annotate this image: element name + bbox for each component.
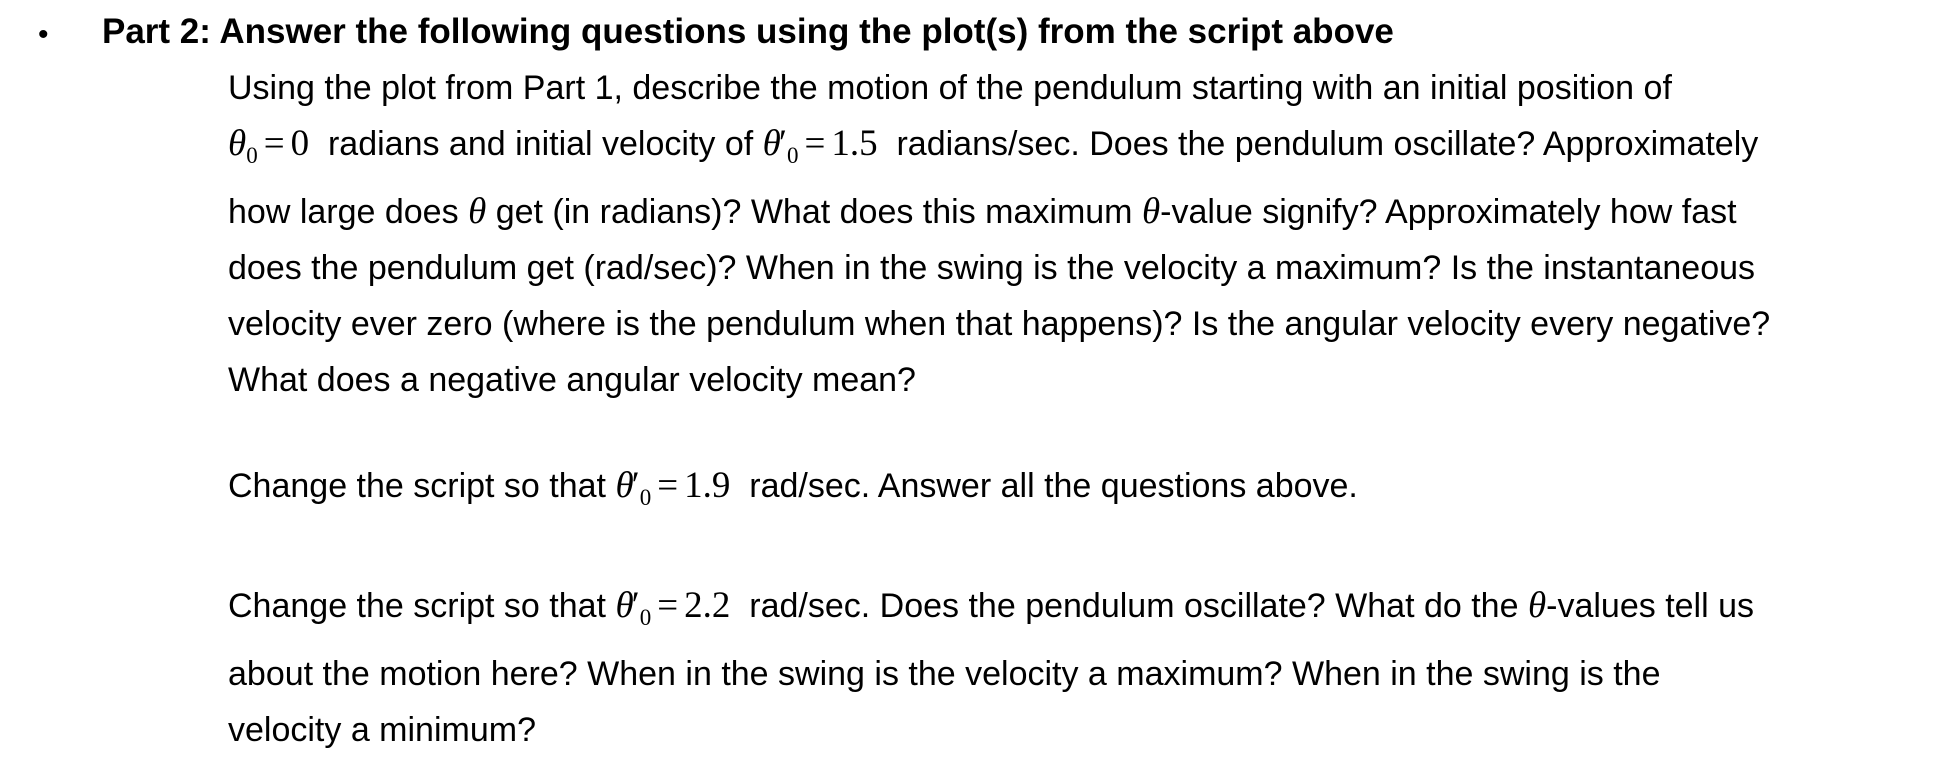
para3-line-3: velocity a minimum? xyxy=(228,711,536,750)
initial-position-equation: $\theta_0 = 0$ xyxy=(228,123,310,169)
para3-line-1-text-c: -values tell us xyxy=(1546,587,1755,625)
part-2-heading: Part 2: Answer the following questions using the plot(s) from the script above xyxy=(102,12,1394,51)
theta-symbol: θ xyxy=(468,191,487,233)
list-bullet: • xyxy=(38,18,49,51)
para1-line-4: does the pendulum get (rad/sec)? When in the swing is the velocity a maximum? Is the instantaneous xyxy=(228,249,1756,288)
para2-line-1 xyxy=(228,458,1928,526)
para1-line-2 xyxy=(228,116,1928,184)
para1-line-3-text-c: -value signify? Approximately how fast xyxy=(1160,193,1737,232)
para1-line-3-text-a: how large does xyxy=(228,193,459,232)
para1-line-3-text-b: get (in radians)? What does this maximum xyxy=(495,193,1133,232)
para1-line-1: Using the plot from Part 1, describe the motion of the pendulum starting with an initial position of xyxy=(228,69,1672,107)
para2-text-b: rad/sec. Answer all the questions above. xyxy=(749,467,1358,505)
paragraph-change-to-1-9 xyxy=(228,458,1928,526)
initial-velocity-equation-3: $\theta'_0 = 2.2$ xyxy=(615,585,731,631)
theta-symbol: θ xyxy=(1527,585,1547,626)
para3-line-2: about the motion here? When in the swing is the velocity a maximum? When in the swing is the xyxy=(228,655,1661,694)
para3-line-1 xyxy=(228,578,1928,646)
paragraph-part-1-questions xyxy=(228,60,1928,408)
initial-velocity-equation-2: $\theta'_0 = 1.9$ xyxy=(615,465,731,511)
theta-symbol: θ xyxy=(1141,191,1161,233)
para1-line-2-text-b: radians/sec. Does the pendulum oscillate? Approximately xyxy=(896,125,1759,163)
para1-line-5: velocity ever zero (where is the pendulum when that happens)? Is the angular velocity every negative? xyxy=(228,305,1771,344)
para1-line-6: What does a negative angular velocity mean? xyxy=(228,361,916,400)
para1-line-3 xyxy=(228,184,1928,240)
initial-velocity-equation-1: $\theta'_0 = 1.5$ xyxy=(762,123,878,169)
para3-line-1-text-b: rad/sec. Does the pendulum oscillate? What do the xyxy=(749,587,1519,625)
para3-line-1-text-a: Change the script so that xyxy=(228,587,607,625)
paragraph-change-to-2-2 xyxy=(228,578,1928,758)
para2-text-a: Change the script so that xyxy=(228,467,607,505)
para1-line-2-text-a: radians and initial velocity of xyxy=(327,125,754,163)
